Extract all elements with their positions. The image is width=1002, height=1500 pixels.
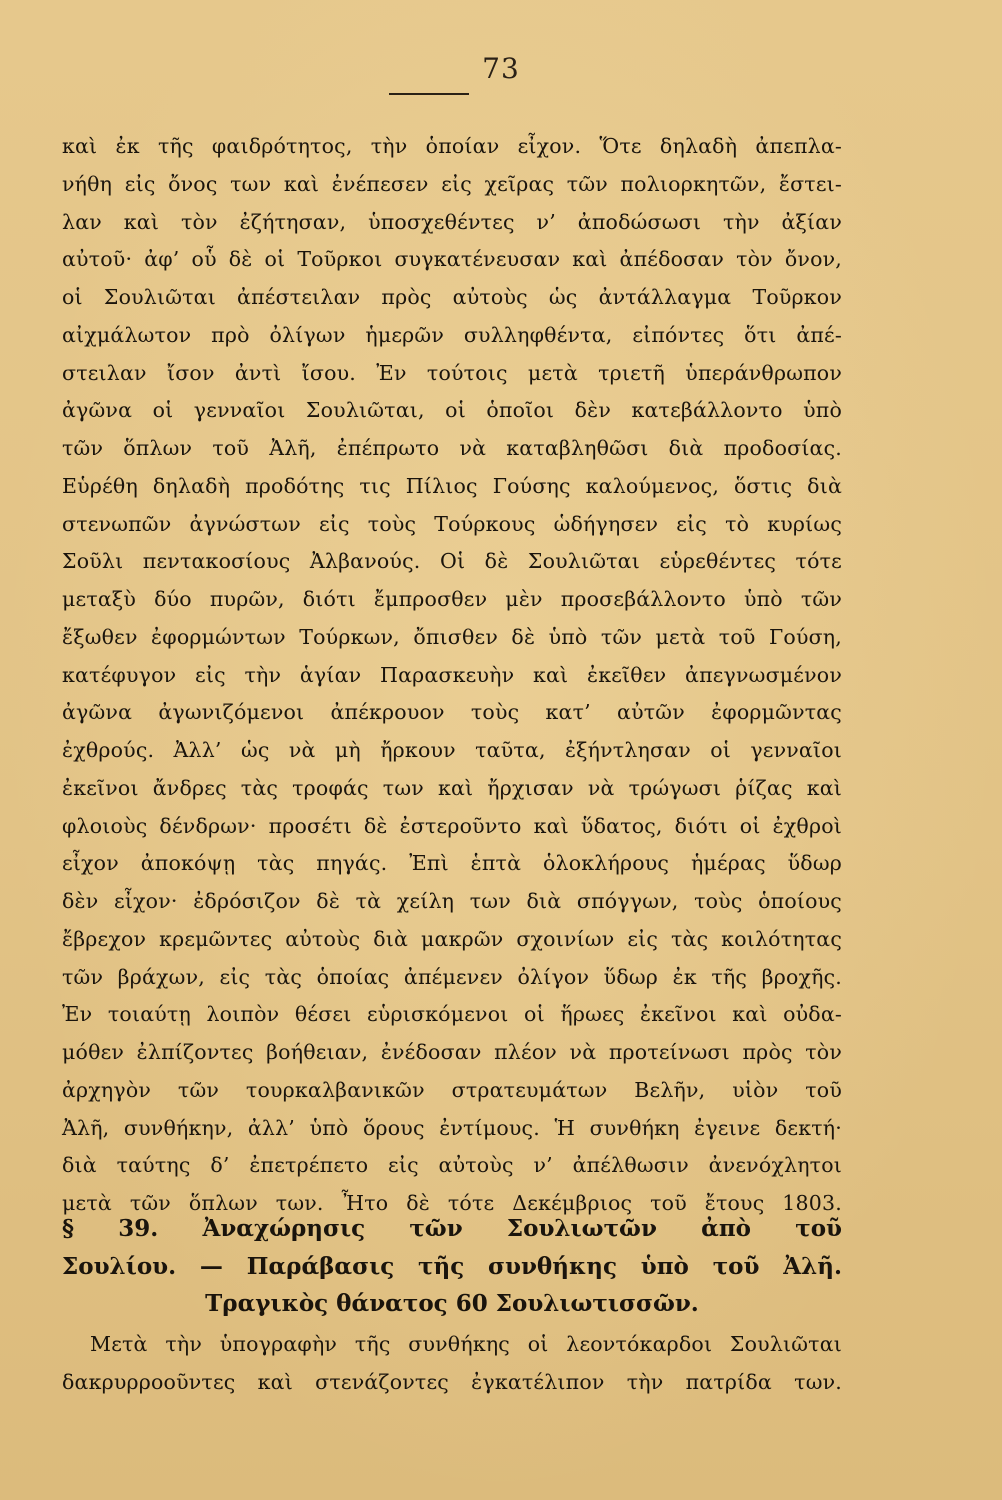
text-line: κατέφυγον εἰς τὴν ἁγίαν Παρασκευὴν καὶ ἐκεῖθεν ἀπεγνωσμένον	[62, 662, 842, 687]
text-line: καὶ ἐκ τῆς φαιδρότητος, τὴν ὁποίαν εἶχον. Ὅτε δηλαδὴ ἀπεπλα-	[62, 134, 842, 158]
text-line: Ἀλῆ, συνθήκην, ἀλλ’ ὑπὸ ὅρους ἐντίμους. Ἡ συνθήκη ἐγεινε δεκτή·	[62, 1115, 842, 1140]
text-line: ἔξωθεν ἐφορμώντων Τούρκων, ὄπισθεν δὲ ὑπὸ τῶν μετὰ τοῦ Γούση,	[62, 624, 842, 649]
text-line: ἔβρεχον κρεμῶντες αὐτοὺς διὰ μακρῶν σχοινίων εἰς τὰς κοιλότητας	[62, 926, 842, 951]
text-line: λαν καὶ τὸν ἐζήτησαν, ὑποσχεθέντες ν’ ἀποδώσωσι τὴν ἀξίαν	[62, 209, 842, 234]
text-line: δὲν εἶχον· ἐδρόσιζον δὲ τὰ χείλη των διὰ σπόγγων, τοὺς ὁποίους	[62, 889, 842, 913]
text-line: Σοῦλι πεντακοσίους Ἀλβανούς. Οἱ δὲ Σουλιῶται εὑρεθέντες τότε	[62, 549, 842, 574]
text-line: μεταξὺ δύο πυρῶν, διότι ἔμπροσθεν μὲν προσεβάλλοντο ὑπὸ τῶν	[62, 587, 842, 611]
section-heading-line: Σουλίου. — Παράβασις τῆς συνθήκης ὑπὸ τοῦ Ἀλῆ.	[62, 1252, 842, 1280]
text-line: Ἐν τοιαύτῃ λοιπὸν θέσει εὑρισκόμενοι οἱ ἥρωες ἐκεῖνοι καὶ οὐδα-	[62, 1002, 842, 1027]
text-line: ἐκεῖνοι ἄνδρες τὰς τροφάς των καὶ ἤρχισαν νὰ τρώγωσι ῥίζας καὶ	[62, 775, 842, 800]
page-number: 73	[482, 52, 520, 85]
text-line: Εὑρέθη δηλαδὴ προδότης τις Πίλιος Γούσης καλούμενος, ὅστις διὰ	[62, 473, 842, 498]
text-line: ἐχθρούς. Ἀλλ’ ὡς νὰ μὴ ἤρκουν ταῦτα, ἐξήντλησαν οἱ γενναῖοι	[62, 738, 842, 762]
text-line: φλοιοὺς δένδρων· προσέτι δὲ ἐστεροῦντο καὶ ὕδατος, διότι οἱ ἐχθροὶ	[62, 813, 842, 838]
header-rule	[389, 93, 469, 95]
section-text	[62, 1326, 842, 1402]
text-line: νήθη εἰς ὄνος των καὶ ἐνέπεσεν εἰς χεῖρας τῶν πολιορκητῶν, ἔστει-	[62, 171, 842, 196]
text-line: τῶν βράχων, εἰς τὰς ὁποίας ἀπέμενεν ὀλίγον ὕδωρ ἐκ τῆς βροχῆς.	[62, 964, 842, 989]
text-line: ἀρχηγὸν τῶν τουρκαλβανικῶν στρατευμάτων Βελῆν, υἱὸν τοῦ	[62, 1077, 842, 1102]
section-heading-line: Τραγικὸς θάνατος 60 Σουλιωτισσῶν.	[205, 1290, 699, 1317]
body-text	[62, 128, 842, 1223]
text-line: Μετὰ τὴν ὑπογραφὴν τῆς συνθήκης οἱ λεοντόκαρδοι Σουλιῶται	[90, 1332, 842, 1356]
text-line: τῶν ὅπλων τοῦ Ἀλῆ, ἐπέπρωτο νὰ καταβληθῶσι διὰ προδοσίας.	[62, 436, 842, 460]
text-line: αἰχμάλωτον πρὸ ὀλίγων ἡμερῶν συλληφθέντα, εἰπόντες ὅτι ἀπέ-	[62, 322, 842, 347]
text-line: δακρυρροοῦντες καὶ στενάζοντες ἐγκατέλιπον τὴν πατρίδα των.	[62, 1369, 842, 1394]
section-heading-line: § 39. Ἀναχώρησις τῶν Σουλιωτῶν ἀπὸ τοῦ	[62, 1215, 842, 1242]
text-line: ἀγῶνα ἀγωνιζόμενοι ἀπέκρουον τοὺς κατ’ αὐτῶν ἐφορμῶντας	[62, 700, 842, 725]
text-line: μετὰ τῶν ὅπλων των. Ἦτο δὲ τότε Δεκέμβριος τοῦ ἔτους 1803.	[62, 1191, 842, 1215]
text-line: μόθεν ἐλπίζοντες βοήθειαν, ἐνέδοσαν πλέον νὰ προτείνωσι πρὸς τὸν	[62, 1040, 842, 1064]
text-line: στενωπῶν ἀγνώστων εἰς τοὺς Τούρκους ὡδήγησεν εἰς τὸ κυρίως	[62, 511, 842, 536]
text-line: διὰ ταύτης δ’ ἐπετρέπετο εἰς αὐτοὺς ν’ ἀπέλθωσιν ἀνενόχλητοι	[62, 1153, 842, 1178]
text-line: εἶχον ἀποκόψῃ τὰς πηγάς. Ἐπὶ ἑπτὰ ὁλοκλήρους ἡμέρας ὕδωρ	[62, 851, 842, 876]
section-heading	[62, 1210, 842, 1323]
text-line: στειλαν ἴσον ἀντὶ ἴσου. Ἐν τούτοις μετὰ τριετῆ ὑπεράνθρωπον	[62, 360, 842, 385]
text-line: αὐτοῦ· ἀφ’ οὗ δὲ οἱ Τοῦρκοι συγκατένευσαν καὶ ἀπέδοσαν τὸν ὄνον,	[62, 247, 842, 272]
text-line: οἱ Σουλιῶται ἀπέστειλαν πρὸς αὐτοὺς ὡς ἀντάλλαγμα Τοῦρκον	[62, 285, 842, 309]
text-line: ἀγῶνα οἱ γενναῖοι Σουλιῶται, οἱ ὁποῖοι δὲν κατεβάλλοντο ὑπὸ	[62, 398, 842, 423]
